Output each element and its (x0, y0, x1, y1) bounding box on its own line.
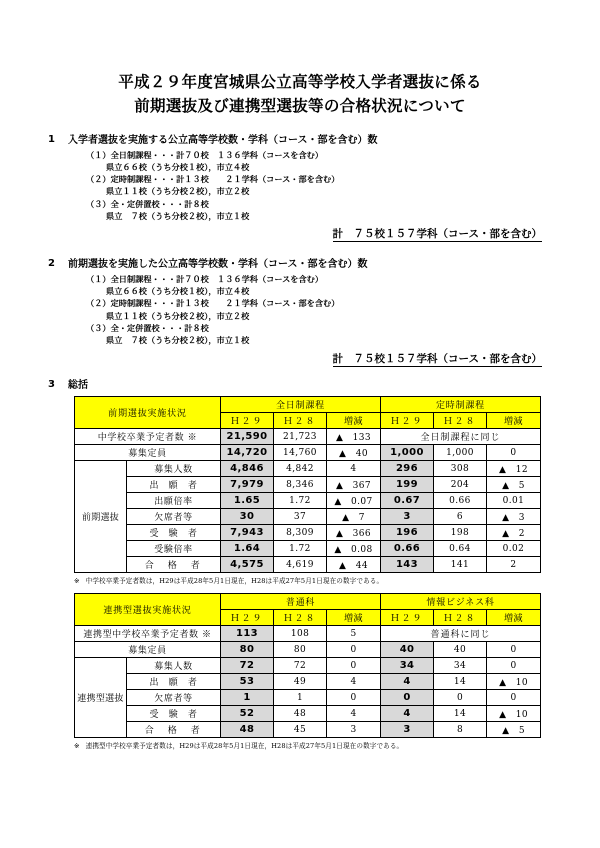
t2-r4-c2: 0 (327, 690, 381, 706)
section-2 (0, 258, 600, 366)
t2-r2-c0: 72 (221, 658, 274, 674)
table-row (75, 642, 541, 658)
t1-r5-c1: 37 (274, 509, 327, 525)
t2-r3-c0: 53 (221, 674, 274, 690)
table-2-wrapper (0, 593, 600, 738)
table-row (75, 445, 541, 461)
t1-r1-c2: ▲ 40 (327, 445, 381, 461)
t2-r5-c0: 52 (221, 706, 274, 722)
t1-r3-label: 出 願 者 (127, 477, 221, 493)
t1-r8-c0: 4,575 (221, 557, 274, 573)
t1-sub-diff-b: 増減 (487, 413, 541, 429)
t1-r8-label: 合 格 者 (127, 557, 221, 573)
t1-group-header-1: 全日制課程 (221, 397, 381, 413)
section-1-heading: 入学者選抜を実施する公立高等学校数・学科（コース・部を含む）数 (68, 135, 378, 147)
section-1-total (46, 224, 600, 242)
t1-r3-c2: ▲ 367 (327, 477, 381, 493)
t1-r8-c5: 2 (487, 557, 541, 573)
t1-r7-c4: 0.64 (434, 541, 487, 557)
t1-r1-c4: 1,000 (434, 445, 487, 461)
section-2-total (46, 349, 600, 367)
table-1-wrapper (0, 396, 600, 573)
section-1-total-text: 計 ７５校１５７学科（コース・部を含む） (332, 228, 542, 241)
t2-r4-c4: 0 (434, 690, 487, 706)
table-row (75, 557, 541, 573)
table-row (75, 477, 541, 493)
t1-r1-c3: 1,000 (381, 445, 434, 461)
t2-sub-h28-a: Ｈ２８ (274, 610, 327, 626)
table-row (75, 461, 541, 477)
t2-r3-c3: 4 (381, 674, 434, 690)
t2-r5-c1: 48 (274, 706, 327, 722)
section-1-item-2: （２）定時制課程・・・計１３校 ２１学科（コース・部を含む） (86, 174, 340, 185)
t1-r7-c2: ▲ 0.08 (327, 541, 381, 557)
t1-r3-c3: 199 (381, 477, 434, 493)
t1-r6-c1: 8,309 (274, 525, 327, 541)
t2-r5-c2: 4 (327, 706, 381, 722)
t2-r6-c4: 8 (434, 722, 487, 738)
t2-r1-label: 募集定員 (75, 642, 221, 658)
table-row (75, 706, 541, 722)
t1-r0-c0: 21,590 (221, 429, 274, 445)
t1-sub-diff-a: 増減 (327, 413, 381, 429)
t2-r5-label: 受 験 者 (127, 706, 221, 722)
t1-r8-c3: 143 (381, 557, 434, 573)
t1-r8-c1: 4,619 (274, 557, 327, 573)
t2-r6-label: 合 格 者 (127, 722, 221, 738)
section-1-item-3: （３）全・定併置校・・・計８校 (86, 198, 209, 209)
table-row (75, 722, 541, 738)
section-3-heading: 総括 (68, 379, 88, 391)
section-2-number: 2 (48, 258, 55, 270)
t1-corner-label: 前期選抜実施状況 (75, 397, 221, 429)
t1-r5-c0: 30 (221, 509, 274, 525)
t2-sub-h29-a: Ｈ２９ (221, 610, 274, 626)
t1-sub-h29-a: Ｈ２９ (221, 413, 274, 429)
t1-r5-c5: ▲ 3 (487, 509, 541, 525)
section-2-heading: 前期選抜を実施した公立高等学校数・学科（コース・部を含む）数 (68, 259, 368, 271)
t2-r1-c3: 40 (381, 642, 434, 658)
table-row (75, 429, 541, 445)
section-2-detail-1: 県立６６校（うち分校１校），市立４校 (106, 286, 250, 297)
section-1 (0, 134, 600, 242)
section-2-item-3: （３）全・定併置校・・・計８校 (86, 323, 209, 333)
t1-r6-label: 受 験 者 (127, 525, 221, 541)
table-row (75, 493, 541, 509)
t2-r0-c0: 113 (221, 626, 274, 642)
t1-r6-c2: ▲ 366 (327, 525, 381, 541)
section-2-total-text: 計 ７５校１５７学科（コース・部を含む） (332, 352, 542, 365)
t1-r7-c1: 1.72 (274, 541, 327, 557)
t1-side-label: 前期選抜 (75, 461, 127, 573)
section-1-body (46, 149, 600, 223)
t1-r4-c3: 0.67 (381, 493, 434, 509)
t1-r6-c5: ▲ 2 (487, 525, 541, 541)
t2-r0-c1: 108 (274, 626, 327, 642)
section-1-number: 1 (48, 134, 55, 146)
t2-r4-c5: 0 (487, 690, 541, 706)
t2-r2-c1: 72 (274, 658, 327, 674)
section-2-item-1: （１）全日制課程・・・計７０校 １３６学科（コースを含む） (86, 273, 324, 284)
t2-r6-c0: 48 (221, 722, 274, 738)
page-title (0, 70, 600, 118)
t2-r5-c4: 14 (434, 706, 487, 722)
t2-sub-diff-b: 増減 (487, 610, 541, 626)
t1-r6-c3: 196 (381, 525, 434, 541)
t2-r2-c5: 0 (487, 658, 541, 674)
table-row-header-group (75, 594, 541, 610)
section-1-item-1: （１）全日制課程・・・計７０校 １３６学科（コースを含む） (86, 149, 324, 160)
t2-r5-c3: 4 (381, 706, 434, 722)
t2-group-header-1: 普通科 (221, 594, 381, 610)
t1-r7-c3: 0.66 (381, 541, 434, 557)
t1-r2-c0: 4,846 (221, 461, 274, 477)
t1-r6-c4: 198 (434, 525, 487, 541)
t2-group-header-2: 情報ビジネス科 (381, 594, 541, 610)
t2-note-text: 連携型中学校卒業予定者数は，H29は平成28年5月1日現在，H28は平成27年5月1日現在の数字である。 (85, 742, 404, 751)
t1-r1-c5: 0 (487, 445, 541, 461)
t1-sub-h29-b: Ｈ２９ (381, 413, 434, 429)
t1-r7-label: 受験倍率 (127, 541, 221, 557)
t1-r4-c5: 0.01 (487, 493, 541, 509)
t2-corner-label: 連携型選抜実施状況 (75, 594, 221, 626)
t2-r2-label: 募集人数 (127, 658, 221, 674)
t2-r4-c1: 1 (274, 690, 327, 706)
section-3 (0, 379, 600, 393)
t2-r3-label: 出 願 者 (127, 674, 221, 690)
t1-r4-c1: 1.72 (274, 493, 327, 509)
t2-r1-c5: 0 (487, 642, 541, 658)
table-row (75, 541, 541, 557)
table-row (75, 658, 541, 674)
t1-r5-label: 欠席者等 (127, 509, 221, 525)
t2-r3-c1: 49 (274, 674, 327, 690)
section-2-item-2: （２）定時制課程・・・計１３校 ２１学科（コース・部を含む） (86, 298, 340, 309)
t2-note-mark: ※ (74, 742, 80, 751)
section-2-detail-2: 県立１１校（うち分校２校），市立２校 (106, 310, 250, 321)
t1-r4-c4: 0.66 (434, 493, 487, 509)
t1-r1-c1: 14,760 (274, 445, 327, 461)
t2-r2-c3: 34 (381, 658, 434, 674)
t2-r4-c0: 1 (221, 690, 274, 706)
t1-r2-c3: 296 (381, 461, 434, 477)
table-row-header-group (75, 397, 541, 413)
t2-r0-merged: 普通科に同じ (381, 626, 541, 642)
t2-sub-h29-b: Ｈ２９ (381, 610, 434, 626)
t2-r2-c2: 0 (327, 658, 381, 674)
title-line-2: 前期選抜及び連携型選抜等の合格状況について (134, 97, 466, 116)
table-1-note (0, 575, 600, 585)
t1-r0-c1: 21,723 (274, 429, 327, 445)
t2-r1-c2: 0 (327, 642, 381, 658)
t1-r4-label: 出願倍率 (127, 493, 221, 509)
t2-sub-diff-a: 増減 (327, 610, 381, 626)
section-2-detail-3: 県立 ７校（うち分校２校），市立１校 (106, 335, 250, 346)
t1-r2-c1: 4,842 (274, 461, 327, 477)
renkeigata-selection-table (74, 593, 541, 738)
t1-r2-c2: 4 (327, 461, 381, 477)
t2-r5-c5: ▲ 10 (487, 706, 541, 722)
t1-r5-c3: 3 (381, 509, 434, 525)
section-1-detail-2: 県立１１校（うち分校２校），市立２校 (106, 186, 250, 197)
t2-r4-label: 欠席者等 (127, 690, 221, 706)
t1-r8-c4: 141 (434, 557, 487, 573)
section-1-detail-1: 県立６６校（うち分校１校），市立４校 (106, 161, 250, 172)
zenki-selection-table (74, 396, 541, 573)
table-row (75, 525, 541, 541)
t1-sub-h28-a: Ｈ２８ (274, 413, 327, 429)
table-row (75, 674, 541, 690)
t1-r2-c4: 308 (434, 461, 487, 477)
t1-r0-c2: ▲ 133 (327, 429, 381, 445)
t2-r2-c4: 34 (434, 658, 487, 674)
t1-r8-c2: ▲ 44 (327, 557, 381, 573)
t1-r4-c2: ▲ 0.07 (327, 493, 381, 509)
t1-r2-label: 募集人数 (127, 461, 221, 477)
t2-r4-c3: 0 (381, 690, 434, 706)
t2-r3-c2: 4 (327, 674, 381, 690)
t1-r3-c5: ▲ 5 (487, 477, 541, 493)
t2-r0-label: 連携型中学校卒業予定者数 ※ (75, 626, 221, 642)
t1-note-text: 中学校卒業予定者数は，H29は平成28年5月1日現在，H28は平成27年5月1日現在の数字である。 (85, 577, 384, 586)
t2-r6-c3: 3 (381, 722, 434, 738)
t1-r3-c0: 7,979 (221, 477, 274, 493)
t1-note-mark: ※ (74, 577, 80, 586)
t2-r1-c1: 80 (274, 642, 327, 658)
table-row (75, 509, 541, 525)
t2-r0-c2: 5 (327, 626, 381, 642)
t1-r5-c2: ▲ 7 (327, 509, 381, 525)
t2-r3-c4: 14 (434, 674, 487, 690)
t2-r3-c5: ▲ 10 (487, 674, 541, 690)
table-2-note (0, 740, 600, 750)
t1-r1-c0: 14,720 (221, 445, 274, 461)
table-row (75, 690, 541, 706)
t1-r0-label: 中学校卒業予定者数 ※ (75, 429, 221, 445)
t1-r3-c4: 204 (434, 477, 487, 493)
t1-r6-c0: 7,943 (221, 525, 274, 541)
t2-r1-c4: 40 (434, 642, 487, 658)
t1-r1-label: 募集定員 (75, 445, 221, 461)
t1-r2-c5: ▲ 12 (487, 461, 541, 477)
section-1-detail-3: 県立 ７校（うち分校２校），市立１校 (106, 211, 250, 222)
t2-r6-c1: 45 (274, 722, 327, 738)
t1-r4-c0: 1.65 (221, 493, 274, 509)
t2-r6-c2: 3 (327, 722, 381, 738)
section-2-body (46, 273, 600, 347)
t2-side-label: 連携型選抜 (75, 658, 127, 738)
t1-sub-h28-b: Ｈ２８ (434, 413, 487, 429)
t1-r7-c5: 0.02 (487, 541, 541, 557)
t1-group-header-2: 定時制課程 (381, 397, 541, 413)
t2-r1-c0: 80 (221, 642, 274, 658)
table-row (75, 626, 541, 642)
t2-sub-h28-b: Ｈ２８ (434, 610, 487, 626)
t1-r3-c1: 8,346 (274, 477, 327, 493)
t1-r7-c0: 1.64 (221, 541, 274, 557)
t1-r0-merged: 全日制課程に同じ (381, 429, 541, 445)
title-line-1: 平成２９年度宮城県公立高等学校入学者選抜に係る (118, 73, 482, 91)
t2-r6-c5: ▲ 5 (487, 722, 541, 738)
t1-r5-c4: 6 (434, 509, 487, 525)
section-3-number: 3 (48, 378, 55, 390)
